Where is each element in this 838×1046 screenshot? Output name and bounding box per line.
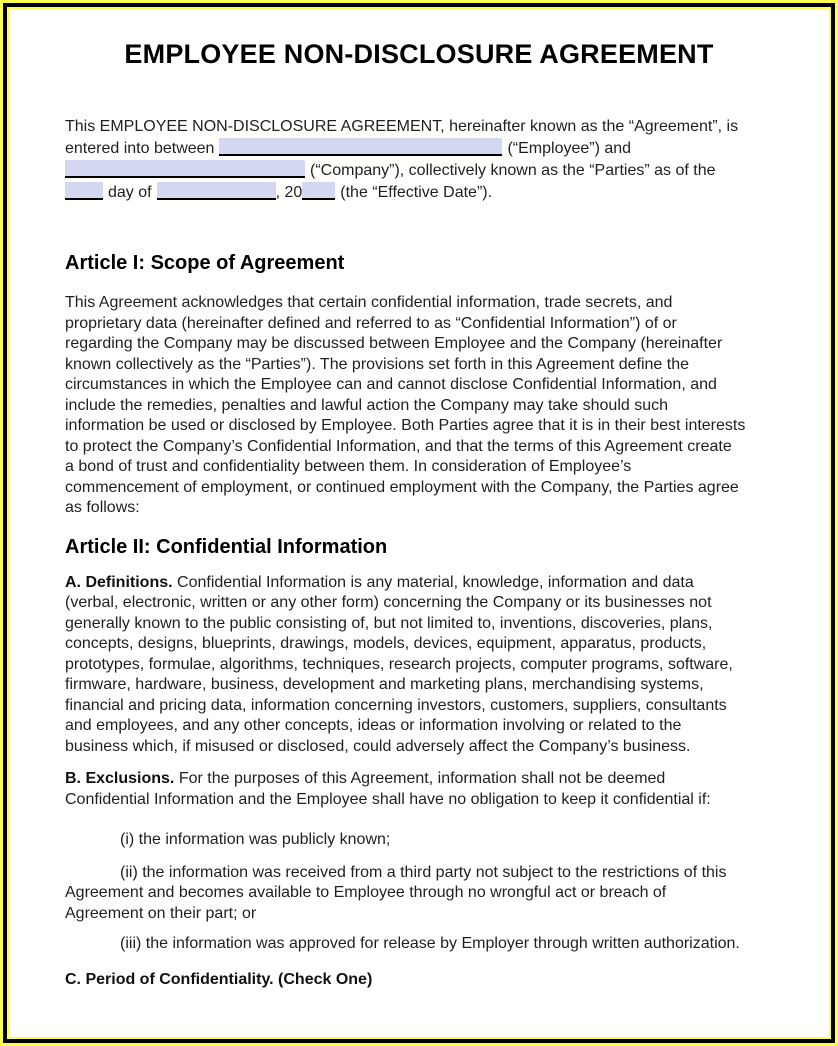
definitions-label: A. Definitions. bbox=[65, 573, 173, 591]
text-line: generally known to the public consisting of, but not limited to, inventions, discoveries, plans, bbox=[65, 614, 713, 632]
effective-month-field[interactable] bbox=[157, 182, 276, 200]
exclusions-paragraph bbox=[65, 769, 815, 810]
text-line bbox=[65, 769, 815, 790]
article-1-heading: Article I: Scope of Agreement bbox=[65, 252, 345, 274]
article-1-body bbox=[65, 293, 815, 519]
text-line: proprietary data (hereinafter defined and referred to as “Confidential Information”) of or bbox=[65, 314, 677, 332]
company-name-field[interactable] bbox=[65, 160, 305, 178]
definitions-paragraph bbox=[65, 573, 815, 758]
page-border-frame bbox=[3, 3, 835, 1043]
intro-paragraph bbox=[65, 116, 815, 204]
exclusions-line-rest: For the purposes of this Agreement, information shall not be deemed bbox=[178, 770, 666, 787]
text-line: prototypes, formulae, algorithms, techniques, research projects, computer programs, software, bbox=[65, 655, 733, 673]
definitions-line-rest: Confidential Information is any material, knowledge, information and data bbox=[177, 573, 694, 591]
text-line bbox=[65, 160, 815, 182]
document-title: EMPLOYEE NON-DISCLOSURE AGREEMENT bbox=[124, 39, 714, 69]
intro-line2-suffix: (“Employee”) and bbox=[507, 140, 632, 157]
exclusion-item-iii bbox=[65, 934, 815, 955]
article-2-heading: Article II: Confidential Information bbox=[65, 535, 388, 558]
text-line: regarding the Company may be discussed between Employee and the Company (hereinafter bbox=[65, 335, 723, 352]
text-line: This EMPLOYEE NON-DISCLOSURE AGREEMENT, hereinafter known as the “Agreement”, is bbox=[65, 118, 739, 135]
text-line: concepts, designs, blueprints, drawings, models, devices, equipment, apparatus, products, bbox=[65, 635, 707, 652]
text-line: circumstances in which the Employee can and cannot disclose Confidential Information, and bbox=[65, 376, 717, 393]
text-line: Agreement on their part; or bbox=[65, 904, 257, 922]
text-line: Agreement and becomes available to Employee through no wrongful act or breach of bbox=[65, 884, 667, 901]
text-line: and employees, and any other concepts, ideas or information involving or related to the bbox=[65, 717, 682, 734]
text-line: a bond of trust and confidentiality between them. In consideration of Employee’s bbox=[65, 458, 632, 475]
text-line: (iii) the information was approved for release by Employer through written authorization. bbox=[120, 935, 740, 952]
text-line: include the remedies, penalties and lawful action the Company may take should such bbox=[65, 396, 669, 414]
employee-name-field[interactable] bbox=[219, 138, 502, 156]
effective-day-field[interactable] bbox=[65, 182, 103, 200]
intro-year-prefix: , 20 bbox=[275, 184, 303, 201]
text-line: business which, if misused or disclosed, could adversely affect the Company’s business. bbox=[65, 737, 691, 755]
period-of-confidentiality-heading: C. Period of Confidentiality. (Check One) bbox=[65, 970, 373, 988]
intro-line2-prefix: entered into between bbox=[65, 140, 215, 157]
text-line: Confidential Information and the Employee shall have no obligation to keep it confidential if: bbox=[65, 790, 711, 808]
text-line: This Agreement acknowledges that certain confidential information, trade secrets, and bbox=[65, 294, 673, 311]
text-line: (verbal, electronic, written or any other form) concerning the Company or its businesses not bbox=[65, 594, 712, 611]
text-line: known collectively as the “Parties”). The provisions set forth in this Agreement define the bbox=[65, 355, 690, 373]
exclusions-label: B. Exclusions. bbox=[65, 770, 175, 787]
intro-line3-suffix: (“Company”), collectively known as the “Parties” as of the bbox=[310, 162, 716, 179]
text-line: to protect the Company’s Confidential Information, and that the terms of this Agreement create bbox=[65, 437, 732, 455]
text-line bbox=[65, 573, 815, 594]
effective-year-field[interactable] bbox=[302, 182, 335, 200]
text-line: financial and pricing data, information concerning investors, customers, suppliers, consultants bbox=[65, 696, 727, 714]
text-line: (ii) the information was received from a third party not subject to the restrictions of this bbox=[120, 863, 727, 881]
text-line bbox=[65, 138, 815, 160]
document-page bbox=[9, 9, 829, 1037]
exclusion-item-i bbox=[65, 830, 815, 851]
intro-line4-suffix: (the “Effective Date”). bbox=[340, 184, 493, 201]
text-line: firmware, hardware, business, development and marketing plans, merchandising systems, bbox=[65, 676, 704, 693]
text-line: information be used or disclosed by Employee. Both Parties agree that it is in their best interests bbox=[65, 417, 746, 434]
text-line: commencement of employment, or continued employment with the Company, the Parties agree bbox=[65, 478, 739, 496]
text-line: as follows: bbox=[65, 499, 140, 516]
intro-day-label: day of bbox=[108, 184, 152, 201]
text-line: (i) the information was publicly known; bbox=[120, 831, 391, 848]
text-line bbox=[65, 182, 815, 204]
exclusion-item-ii bbox=[65, 863, 815, 925]
